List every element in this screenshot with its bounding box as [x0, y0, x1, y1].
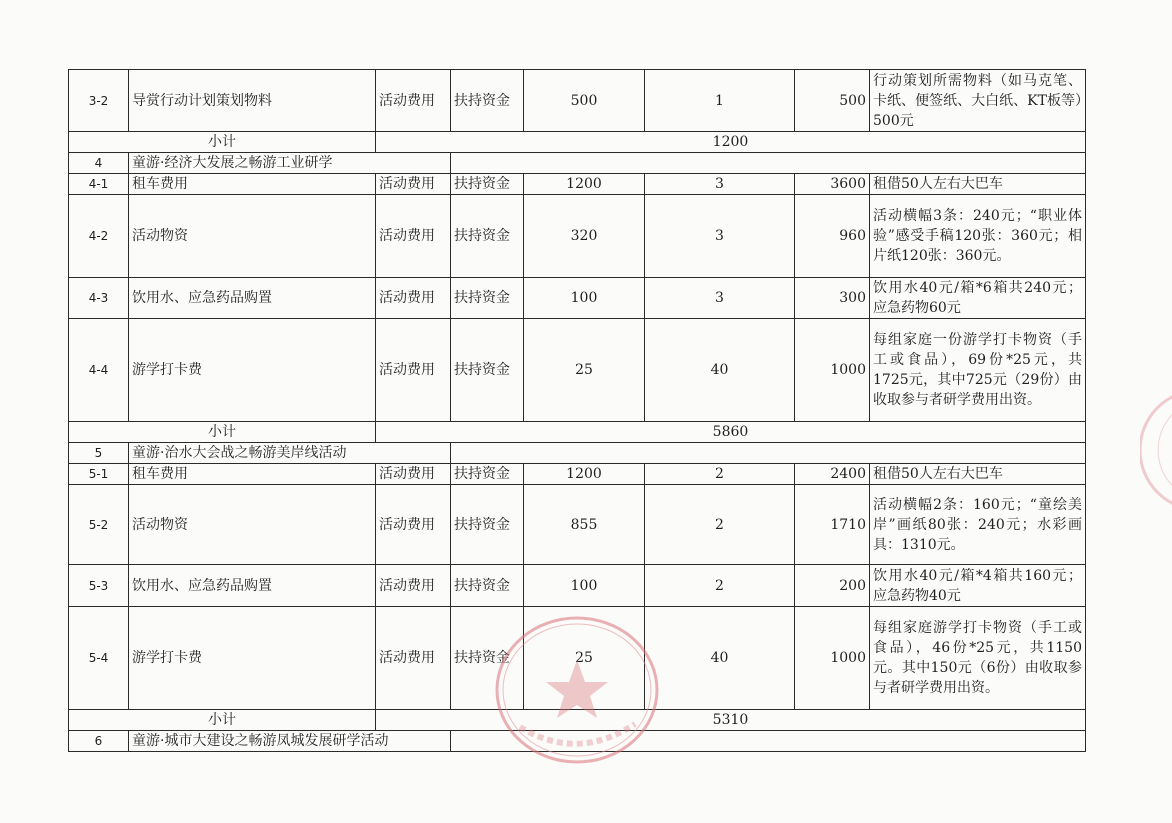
expense-type-cell: 活动费用: [376, 278, 451, 319]
note-cell: 饮用水40元/箱*4箱共160元； 应急药物40元: [870, 565, 1086, 607]
item-name-cell: 饮用水、应急药品购置: [129, 278, 376, 319]
item-name-cell: 游学打卡费: [129, 319, 376, 422]
item-name-cell: 游学打卡费: [129, 607, 376, 710]
subtotal-value-cell: 5860: [376, 422, 1086, 443]
partial-seal-stamp: [1140, 385, 1172, 515]
unit-price-cell: 100: [524, 278, 645, 319]
table-row: [69, 485, 1086, 565]
budget-table: [68, 69, 1086, 752]
subtotal-row: [69, 710, 1086, 731]
note-cell: 每组家庭游学打卡物资（手工或食品），46份*25元，共1150元。其中150元（6份）由收取参与者研学费用出资。: [870, 607, 1086, 710]
section-title-cell: 童游·治水大会战之畅游美岸线活动: [129, 443, 451, 464]
section-id-cell: 6: [69, 731, 129, 752]
item-name-cell: 导赏行动计划策划物料: [129, 70, 376, 132]
note-cell: 活动横幅2条：160元；“童绘美岸”画纸80张：240元；水彩画具：1310元。: [870, 485, 1086, 565]
table-row: [69, 464, 1086, 485]
subtotal-row: [69, 422, 1086, 443]
unit-price-cell: 1200: [524, 464, 645, 485]
quantity-cell: 2: [645, 485, 795, 565]
subtotal-label-cell: 小计: [69, 132, 376, 153]
quantity-cell: 40: [645, 607, 795, 710]
table-row: [69, 278, 1086, 319]
subtotal-value-cell: 1200: [376, 132, 1086, 153]
amount-cell: 1000: [795, 607, 870, 710]
item-id-cell: 4-2: [69, 195, 129, 278]
expense-type-cell: 活动费用: [376, 607, 451, 710]
budget-table-body: [69, 70, 1086, 752]
subtotal-value-cell: 5310: [376, 710, 1086, 731]
note-cell: 饮用水40元/箱*6箱共240元； 应急药物60元: [870, 278, 1086, 319]
quantity-cell: 1: [645, 70, 795, 132]
amount-cell: 1710: [795, 485, 870, 565]
item-name-cell: 租车费用: [129, 174, 376, 195]
expense-type-cell: 活动费用: [376, 485, 451, 565]
table-row: [69, 195, 1086, 278]
amount-cell: 1000: [795, 319, 870, 422]
unit-price-cell: 100: [524, 565, 645, 607]
note-cell: 租借50人左右大巴车: [870, 464, 1086, 485]
fund-source-cell: 扶持资金: [451, 485, 524, 565]
item-name-cell: 饮用水、应急药品购置: [129, 565, 376, 607]
section-title-cell: 童游·城市大建设之畅游凤城发展研学活动: [129, 731, 451, 752]
fund-source-cell: 扶持资金: [451, 565, 524, 607]
item-id-cell: 4-1: [69, 174, 129, 195]
section-empty-cell: [451, 153, 1086, 174]
subtotal-label-cell: 小计: [69, 422, 376, 443]
subtotal-row: [69, 132, 1086, 153]
subtotal-label-cell: 小计: [69, 710, 376, 731]
section-row: [69, 731, 1086, 752]
unit-price-cell: 855: [524, 485, 645, 565]
section-id-cell: 5: [69, 443, 129, 464]
amount-cell: 3600: [795, 174, 870, 195]
expense-type-cell: 活动费用: [376, 464, 451, 485]
amount-cell: 300: [795, 278, 870, 319]
item-id-cell: 4-3: [69, 278, 129, 319]
item-id-cell: 5-2: [69, 485, 129, 565]
item-id-cell: 5-4: [69, 607, 129, 710]
item-name-cell: 活动物资: [129, 485, 376, 565]
fund-source-cell: 扶持资金: [451, 319, 524, 422]
amount-cell: 960: [795, 195, 870, 278]
section-id-cell: 4: [69, 153, 129, 174]
amount-cell: 200: [795, 565, 870, 607]
fund-source-cell: 扶持资金: [451, 174, 524, 195]
unit-price-cell: 25: [524, 319, 645, 422]
table-row: [69, 70, 1086, 132]
expense-type-cell: 活动费用: [376, 565, 451, 607]
item-id-cell: 5-3: [69, 565, 129, 607]
expense-type-cell: 活动费用: [376, 70, 451, 132]
amount-cell: 2400: [795, 464, 870, 485]
item-id-cell: 5-1: [69, 464, 129, 485]
expense-type-cell: 活动费用: [376, 319, 451, 422]
unit-price-cell: 320: [524, 195, 645, 278]
item-id-cell: 3-2: [69, 70, 129, 132]
note-cell: 行动策划所需物料（如马克笔、卡纸、便签纸、大白纸、KT板等）500元: [870, 70, 1086, 132]
fund-source-cell: 扶持资金: [451, 607, 524, 710]
table-row: [69, 607, 1086, 710]
section-title-cell: 童游·经济大发展之畅游工业研学: [129, 153, 451, 174]
unit-price-cell: 1200: [524, 174, 645, 195]
section-empty-cell: [451, 731, 1086, 752]
unit-price-cell: 500: [524, 70, 645, 132]
amount-cell: 500: [795, 70, 870, 132]
expense-type-cell: 活动费用: [376, 174, 451, 195]
fund-source-cell: 扶持资金: [451, 195, 524, 278]
table-row: [69, 565, 1086, 607]
quantity-cell: 2: [645, 464, 795, 485]
fund-source-cell: 扶持资金: [451, 70, 524, 132]
quantity-cell: 40: [645, 319, 795, 422]
quantity-cell: 3: [645, 174, 795, 195]
note-cell: 活动横幅3条：240元；“职业体验”感受手稿120张：360元；相片纸120张：360元。: [870, 195, 1086, 278]
fund-source-cell: 扶持资金: [451, 464, 524, 485]
table-row: [69, 174, 1086, 195]
item-name-cell: 租车费用: [129, 464, 376, 485]
expense-type-cell: 活动费用: [376, 195, 451, 278]
quantity-cell: 2: [645, 565, 795, 607]
section-empty-cell: [451, 443, 1086, 464]
note-cell: 每组家庭一份游学打卡物资（手工或食品），69份*25元，共1725元，其中725元（29份）由收取参与者研学费用出资。: [870, 319, 1086, 422]
fund-source-cell: 扶持资金: [451, 278, 524, 319]
quantity-cell: 3: [645, 278, 795, 319]
item-name-cell: 活动物资: [129, 195, 376, 278]
section-row: [69, 443, 1086, 464]
table-row: [69, 319, 1086, 422]
section-row: [69, 153, 1086, 174]
note-cell: 租借50人左右大巴车: [870, 174, 1086, 195]
item-id-cell: 4-4: [69, 319, 129, 422]
quantity-cell: 3: [645, 195, 795, 278]
unit-price-cell: 25: [524, 607, 645, 710]
